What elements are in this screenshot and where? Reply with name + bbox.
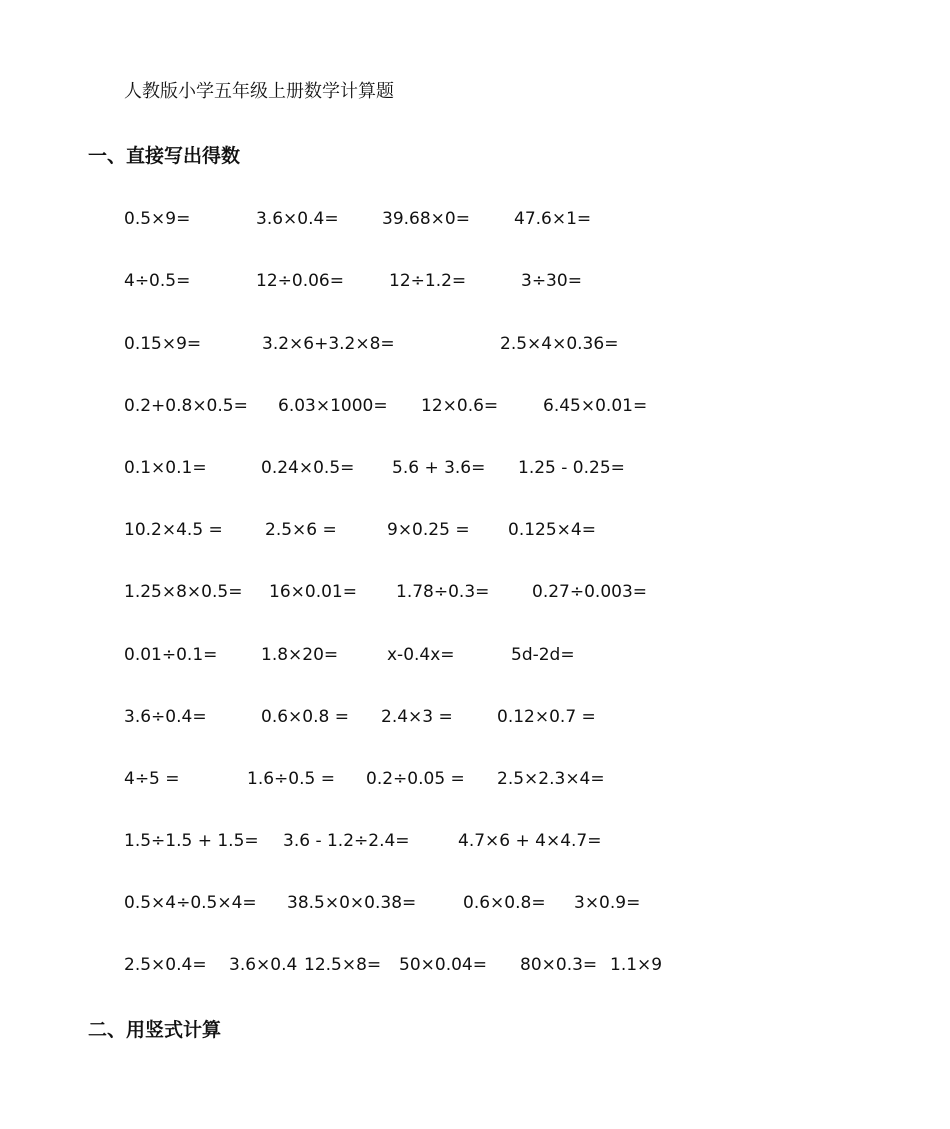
problem-row (0, 580, 950, 604)
problem-item: 0.12×0.7 = (497, 707, 596, 727)
problem-row (0, 643, 950, 667)
problem-item: 12÷0.06= (256, 271, 344, 291)
problem-item: 6.45×0.01= (543, 396, 648, 416)
problem-item: 0.24×0.5= (261, 458, 355, 478)
problem-item: 3.6 - 1.2÷2.4= (283, 831, 410, 851)
problem-item: 4.7×6 + 4×4.7= (458, 831, 602, 851)
problem-item: 0.15×9= (124, 334, 202, 354)
page-title: 人教版小学五年级上册数学计算题 (124, 81, 394, 102)
problem-item: 4÷0.5= (124, 271, 191, 291)
problem-row (0, 332, 950, 356)
problem-item: 0.2+0.8×0.5= (124, 396, 248, 416)
problem-item: 50×0.04= (399, 955, 487, 975)
problem-item: 3.2×6+3.2×8= (262, 334, 395, 354)
problem-item: 12×0.6= (421, 396, 499, 416)
problem-item: 3÷30= (521, 271, 582, 291)
problem-item: 12.5×8= (304, 955, 382, 975)
problem-row (0, 518, 950, 542)
problem-item: 0.27÷0.003= (532, 582, 648, 602)
problem-item: 80×0.3= (520, 955, 598, 975)
problem-item: 47.6×1= (514, 209, 592, 229)
problem-item: 1.8×20= (261, 645, 339, 665)
problem-item: 1.25 - 0.25= (518, 458, 625, 478)
section-heading-vertical-calculation: 二、用竖式计算 (88, 1019, 222, 1041)
problem-item: 1.6÷0.5 = (247, 769, 335, 789)
problem-item: 3.6×0.4= (256, 209, 339, 229)
problem-item: 2.5×4×0.36= (500, 334, 619, 354)
section-heading-direct-answers: 一、直接写出得数 (88, 145, 241, 167)
problem-item: x-0.4x= (387, 645, 455, 665)
problem-row (0, 705, 950, 729)
problem-item: 0.125×4= (508, 520, 596, 540)
problem-item: 5.6 + 3.6= (392, 458, 486, 478)
problem-item: 0.01÷0.1= (124, 645, 218, 665)
problem-row (0, 207, 950, 231)
problem-item: 0.6×0.8 = (261, 707, 349, 727)
problem-item: 0.5×4÷0.5×4= (124, 893, 257, 913)
problem-item: 4÷5 = (124, 769, 180, 789)
problem-item: 10.2×4.5 = (124, 520, 223, 540)
problem-row (0, 394, 950, 418)
problem-item: 2.4×3 = (381, 707, 453, 727)
problem-item: 1.78÷0.3= (396, 582, 490, 602)
problem-item: 2.5×0.4= (124, 955, 207, 975)
problem-item: 0.5×9= (124, 209, 191, 229)
problem-row (0, 269, 950, 293)
problem-item: 1.5÷1.5 + 1.5= (124, 831, 259, 851)
problem-row (0, 456, 950, 480)
problem-item: 2.5×6 = (265, 520, 337, 540)
problem-item: 2.5×2.3×4= (497, 769, 605, 789)
problem-item: 12÷1.2= (389, 271, 467, 291)
problem-item: 5d-2d= (511, 645, 575, 665)
problem-item: 0.6×0.8= (463, 893, 546, 913)
problem-item: 16×0.01= (269, 582, 357, 602)
problem-row (0, 953, 950, 977)
problem-row (0, 829, 950, 853)
problem-item: 3×0.9= (574, 893, 641, 913)
problem-item: 3.6÷0.4= (124, 707, 207, 727)
problem-row (0, 767, 950, 791)
problem-item: 0.1×0.1= (124, 458, 207, 478)
problem-item: 1.1×9 (610, 955, 663, 975)
problem-item: 38.5×0×0.38= (287, 893, 417, 913)
problem-item: 0.2÷0.05 = (366, 769, 465, 789)
problem-item: 1.25×8×0.5= (124, 582, 243, 602)
problem-item: 9×0.25 = (387, 520, 470, 540)
problem-item: 3.6×0.4 (229, 955, 298, 975)
problem-row (0, 891, 950, 915)
problem-item: 39.68×0= (382, 209, 470, 229)
problem-item: 6.03×1000= (278, 396, 388, 416)
